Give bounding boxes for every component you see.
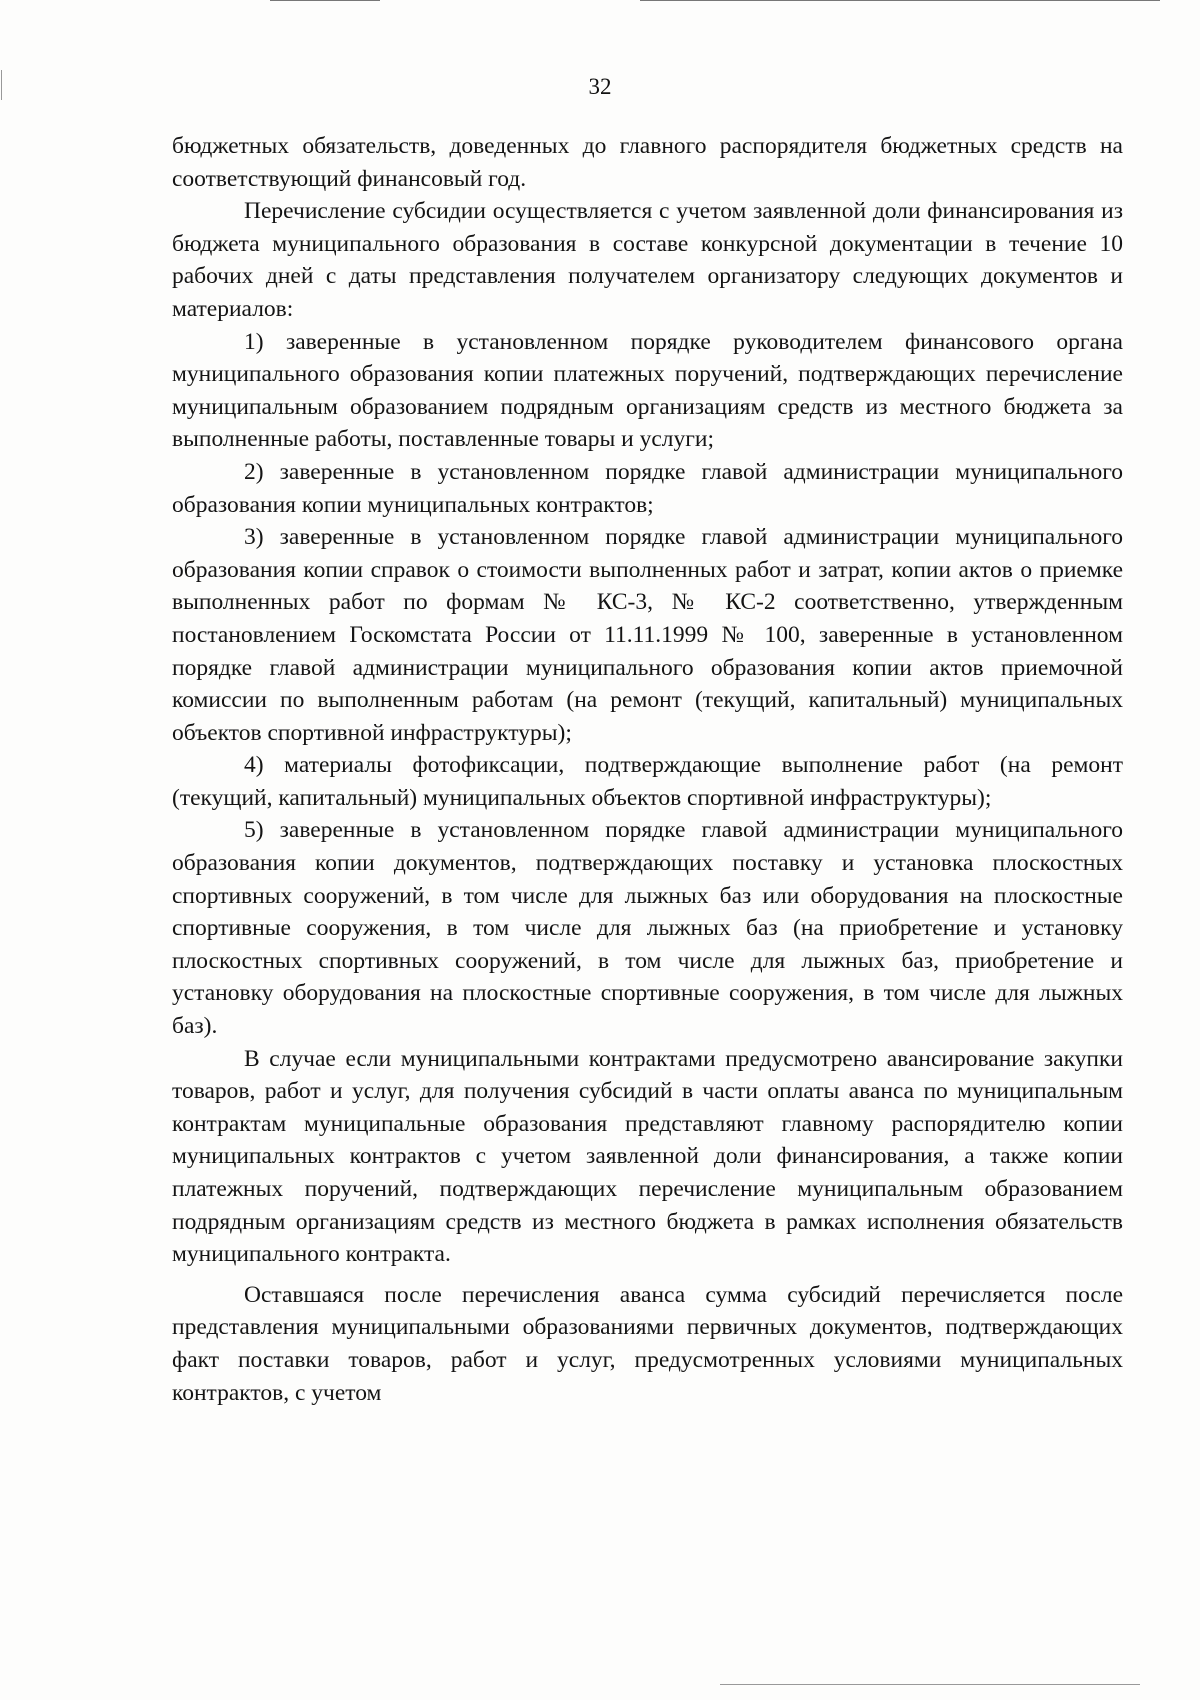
list-item-3: 3) заверенные в установленном порядке главой администрации муниципального образования копии справок о стоимости выполненных работ и затрат, копии актов о приемке выполненных работ по формам № КС-3, № КС-2 соответственно, утвержденным постановлением Госкомстата России от 11.11.1999 № 100, заверенные в установленном порядке главой администрации муниципального образования копии актов приемочной комиссии по выполненным работам (на ремонт (текущий, капитальный) муниципальных объектов спортивной инфраструктуры); [172,524,1123,746]
scan-edge-top [270,0,380,1]
scan-edge-bottom [720,1684,1140,1685]
paragraph-subsidy-transfer: Перечисление субсидии осуществляется с учетом заявленной доли финансирования из бюджета муниципального образования в составе конкурсной документации в течение 10 рабочих дней с даты представления получателем организатору следующих документов и материалов: [172,198,1123,322]
scan-edge-top-right [640,0,1160,1]
paragraph-remaining-amount: Оставшаяся после перечисления аванса сумма субсидий перечисляется после представления муниципальными образованиями первичных документов, подтверждающих факт поставки товаров, работ и услуг, предусмотренных условиями муниципальных контрактов, с учетом [172,1281,1123,1406]
list-item-2: 2) заверенные в установленном порядке главой администрации муниципального образования копии муниципальных контрактов; [172,458,1123,518]
list-item-4: 4) материалы фотофиксации, подтверждающие выполнение работ (на ремонт (текущий, капитальный) муниципальных объектов спортивной инфраструктуры); [172,752,1123,811]
document-body [172,130,1123,1409]
page-number: 32 [588,74,612,99]
paragraph-continuation: бюджетных обязательств, доведенных до главного распорядителя бюджетных средств на соответствующий финансовый год. [172,133,1123,192]
list-item-1: 1) заверенные в установленном порядке руководителем финансового органа муниципального образования копии платежных поручений, подтверждающих перечисление муниципальным образованием подрядным организациям средств из местного бюджета за выполненные работы, поставленные товары и услуги; [172,328,1123,453]
list-item-5: 5) заверенные в установленном порядке главой администрации муниципального образования копии документов, подтверждающих поставку и установка плоскостных спортивных сооружений, в том числе для лыжных баз или оборудования на плоскостные спортивные сооружения, в том числе для лыжных баз (на приобретение и установку плоскостных спортивных сооружений, в том числе для лыжных баз, приобретение и установку оборудования на плоскостные спортивные сооружения, в том числе для лыжных баз). [172,817,1123,1040]
paragraph-advance-payment: В случае если муниципальными контрактами предусмотрено авансирование закупки товаров, работ и услуг, для получения субсидий в части оплаты аванса по муниципальным контрактам муниципальные образования представляют главному распорядителю копии муниципальных контрактов с учетом заявленной доли финансирования, а также копии платежных поручений, подтверждающих перечисление муниципальным образованием подрядным организациям средств из местного бюджета в рамках исполнения обязательств муниципального контракта. [172,1045,1123,1268]
